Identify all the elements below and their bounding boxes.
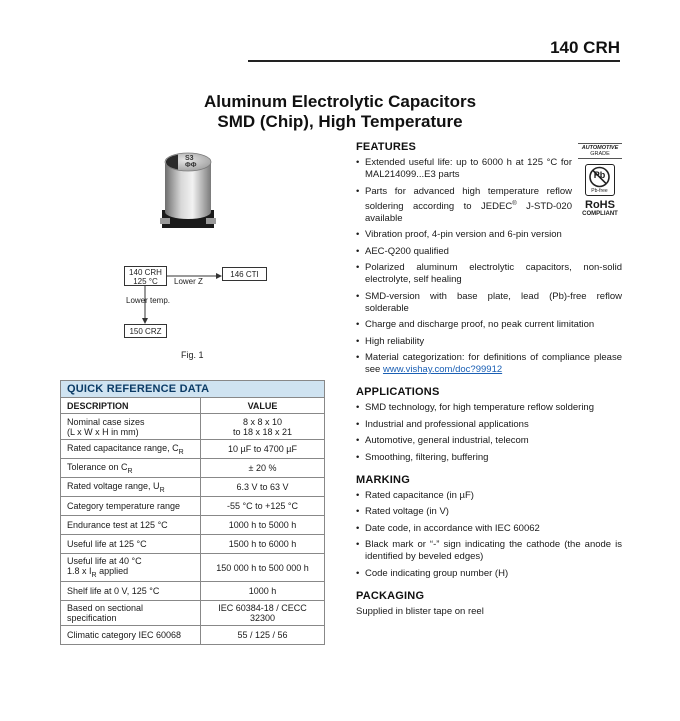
table-row (61, 554, 325, 582)
title-line-2: SMD (Chip), High Temperature (217, 112, 463, 131)
title-line-1: Aluminum Electrolytic Capacitors (203, 92, 477, 111)
list-item: • Date code, in accordance with IEC 60062 (356, 523, 622, 535)
pb-text: Pb (593, 170, 606, 180)
list-item: • Automotive, general industrial, telecom (356, 435, 622, 447)
column-header-description: DESCRIPTION (61, 398, 201, 414)
list-item: • Vibration proof, 4-pin version and 6-pin version (356, 229, 622, 241)
box-146-cti: 146 CTI (222, 267, 267, 281)
marking-line-2: ΦΦ (185, 162, 197, 169)
packaging-text: Supplied in blister tape on reel (356, 605, 484, 617)
compliance-link[interactable]: www.vishay.com/doc?99912 (382, 364, 503, 376)
row-description: Rated capacitance range, $C_R$ (61, 440, 201, 459)
table-row (61, 601, 325, 626)
table-row (61, 626, 325, 645)
row-value: 150 000 h to 500 000 h (201, 554, 325, 582)
pb-free-text: Pb-free (591, 188, 608, 194)
list-item: • Charge and discharge proof, no peak current limitation (356, 319, 622, 331)
list-item: • Polarized aluminum electrolytic capacitors, non-solid electrolyte, self healing (356, 262, 622, 286)
arrow-down-label: Lower temp. (126, 296, 171, 305)
row-description: Category temperature range (61, 497, 201, 516)
arrow-right-label: Lower Z (174, 277, 203, 286)
row-description: Based on sectional specification (61, 601, 201, 626)
table-row (61, 414, 325, 440)
row-value: -55 °C to +125 °C (201, 497, 325, 516)
list-item: • Extended useful life: up to 6000 h at 125 °C for MAL214099...E3 parts (356, 157, 572, 181)
table-row (61, 440, 325, 459)
list-item: • Black mark or “-” sign indicating the cathode (the anode is identified by beveled edges) (356, 539, 622, 563)
list-item: • High reliability (356, 336, 622, 348)
row-value: 10 µF to 4700 µF (201, 440, 325, 459)
list-item: • SMD technology, for high temperature reflow soldering (356, 402, 622, 414)
list-item: • Smoothing, filtering, buffering (356, 452, 622, 464)
quick-reference-title: QUICK REFERENCE DATA (61, 381, 325, 398)
row-value: 1000 h to 5000 h (201, 516, 325, 535)
quick-reference-table (60, 380, 325, 645)
row-value: 8 x 8 x 10 to 18 x 18 x 21 (201, 414, 325, 440)
header-rule (248, 60, 620, 62)
automotive-grade-badge: AUTOMOTIVE GRADE (578, 143, 622, 159)
box-main-line-2: 125 °C (133, 277, 158, 286)
packaging-title: PACKAGING (356, 589, 425, 602)
rohs-label: RoHS (585, 199, 615, 211)
table-row (61, 459, 325, 478)
column-header-value: VALUE (201, 398, 325, 414)
features-list (356, 157, 622, 376)
right-column (356, 141, 622, 618)
row-value: 6.3 V to 63 V (201, 478, 325, 497)
row-description: Endurance test at 125 °C (61, 516, 201, 535)
family-diagram (120, 262, 300, 342)
table-row (61, 478, 325, 497)
row-description: Climatic category IEC 60068 (61, 626, 201, 645)
row-description: Useful life at 40 °C 1.8 x $I_R$ applied (61, 554, 201, 582)
list-item: • Industrial and professional applications (356, 419, 622, 431)
row-value: IEC 60384-18 / CECC 32300 (201, 601, 325, 626)
table-row (61, 516, 325, 535)
row-description: Tolerance on $C_R$ (61, 459, 201, 478)
row-value: ± 20 % (201, 459, 325, 478)
row-description: Shelf life at 0 V, 125 °C (61, 582, 201, 601)
page-title (0, 92, 680, 132)
list-item: • Material categorization: for definitions of compliance please see www.vishay.com/doc?99912 (356, 352, 622, 376)
capacitor-marking (185, 155, 197, 169)
row-description: Nominal case sizes (L x W x H in mm) (61, 414, 201, 440)
applications-title: APPLICATIONS (356, 386, 440, 399)
row-description: Useful life at 125 °C (61, 535, 201, 554)
part-number: 140 CRH (550, 38, 620, 57)
marking-line-1: S3 (185, 155, 194, 162)
row-value: 1500 h to 6000 h (201, 535, 325, 554)
figure-caption: Fig. 1 (181, 350, 204, 360)
marking-title: MARKING (356, 473, 410, 486)
applications-list (356, 402, 622, 464)
list-item: • SMD-version with base plate, lead (Pb)-free reflow solderable (356, 291, 622, 315)
box-150-crz: 150 CRZ (124, 324, 167, 338)
rohs-compliant-label: COMPLIANT (582, 211, 618, 217)
row-value: 55 / 125 / 56 (201, 626, 325, 645)
list-item: • Code indicating group number (H) (356, 568, 622, 580)
list-item: • Parts for advanced high temperature reflow soldering according to JEDEC® J-STD-020 available (356, 186, 572, 225)
row-value: 1000 h (201, 582, 325, 601)
table-row (61, 582, 325, 601)
row-description: Rated voltage range, $U_R$ (61, 478, 201, 497)
box-main-line-1: 140 CRH (129, 268, 162, 277)
table-row (61, 535, 325, 554)
table-row (61, 497, 325, 516)
list-item: • AEC-Q200 qualified (356, 246, 622, 258)
marking-list (356, 490, 622, 580)
features-title: FEATURES (356, 141, 417, 153)
list-item: • Rated capacitance (in µF) (356, 490, 622, 502)
list-item: • Rated voltage (in V) (356, 506, 622, 518)
